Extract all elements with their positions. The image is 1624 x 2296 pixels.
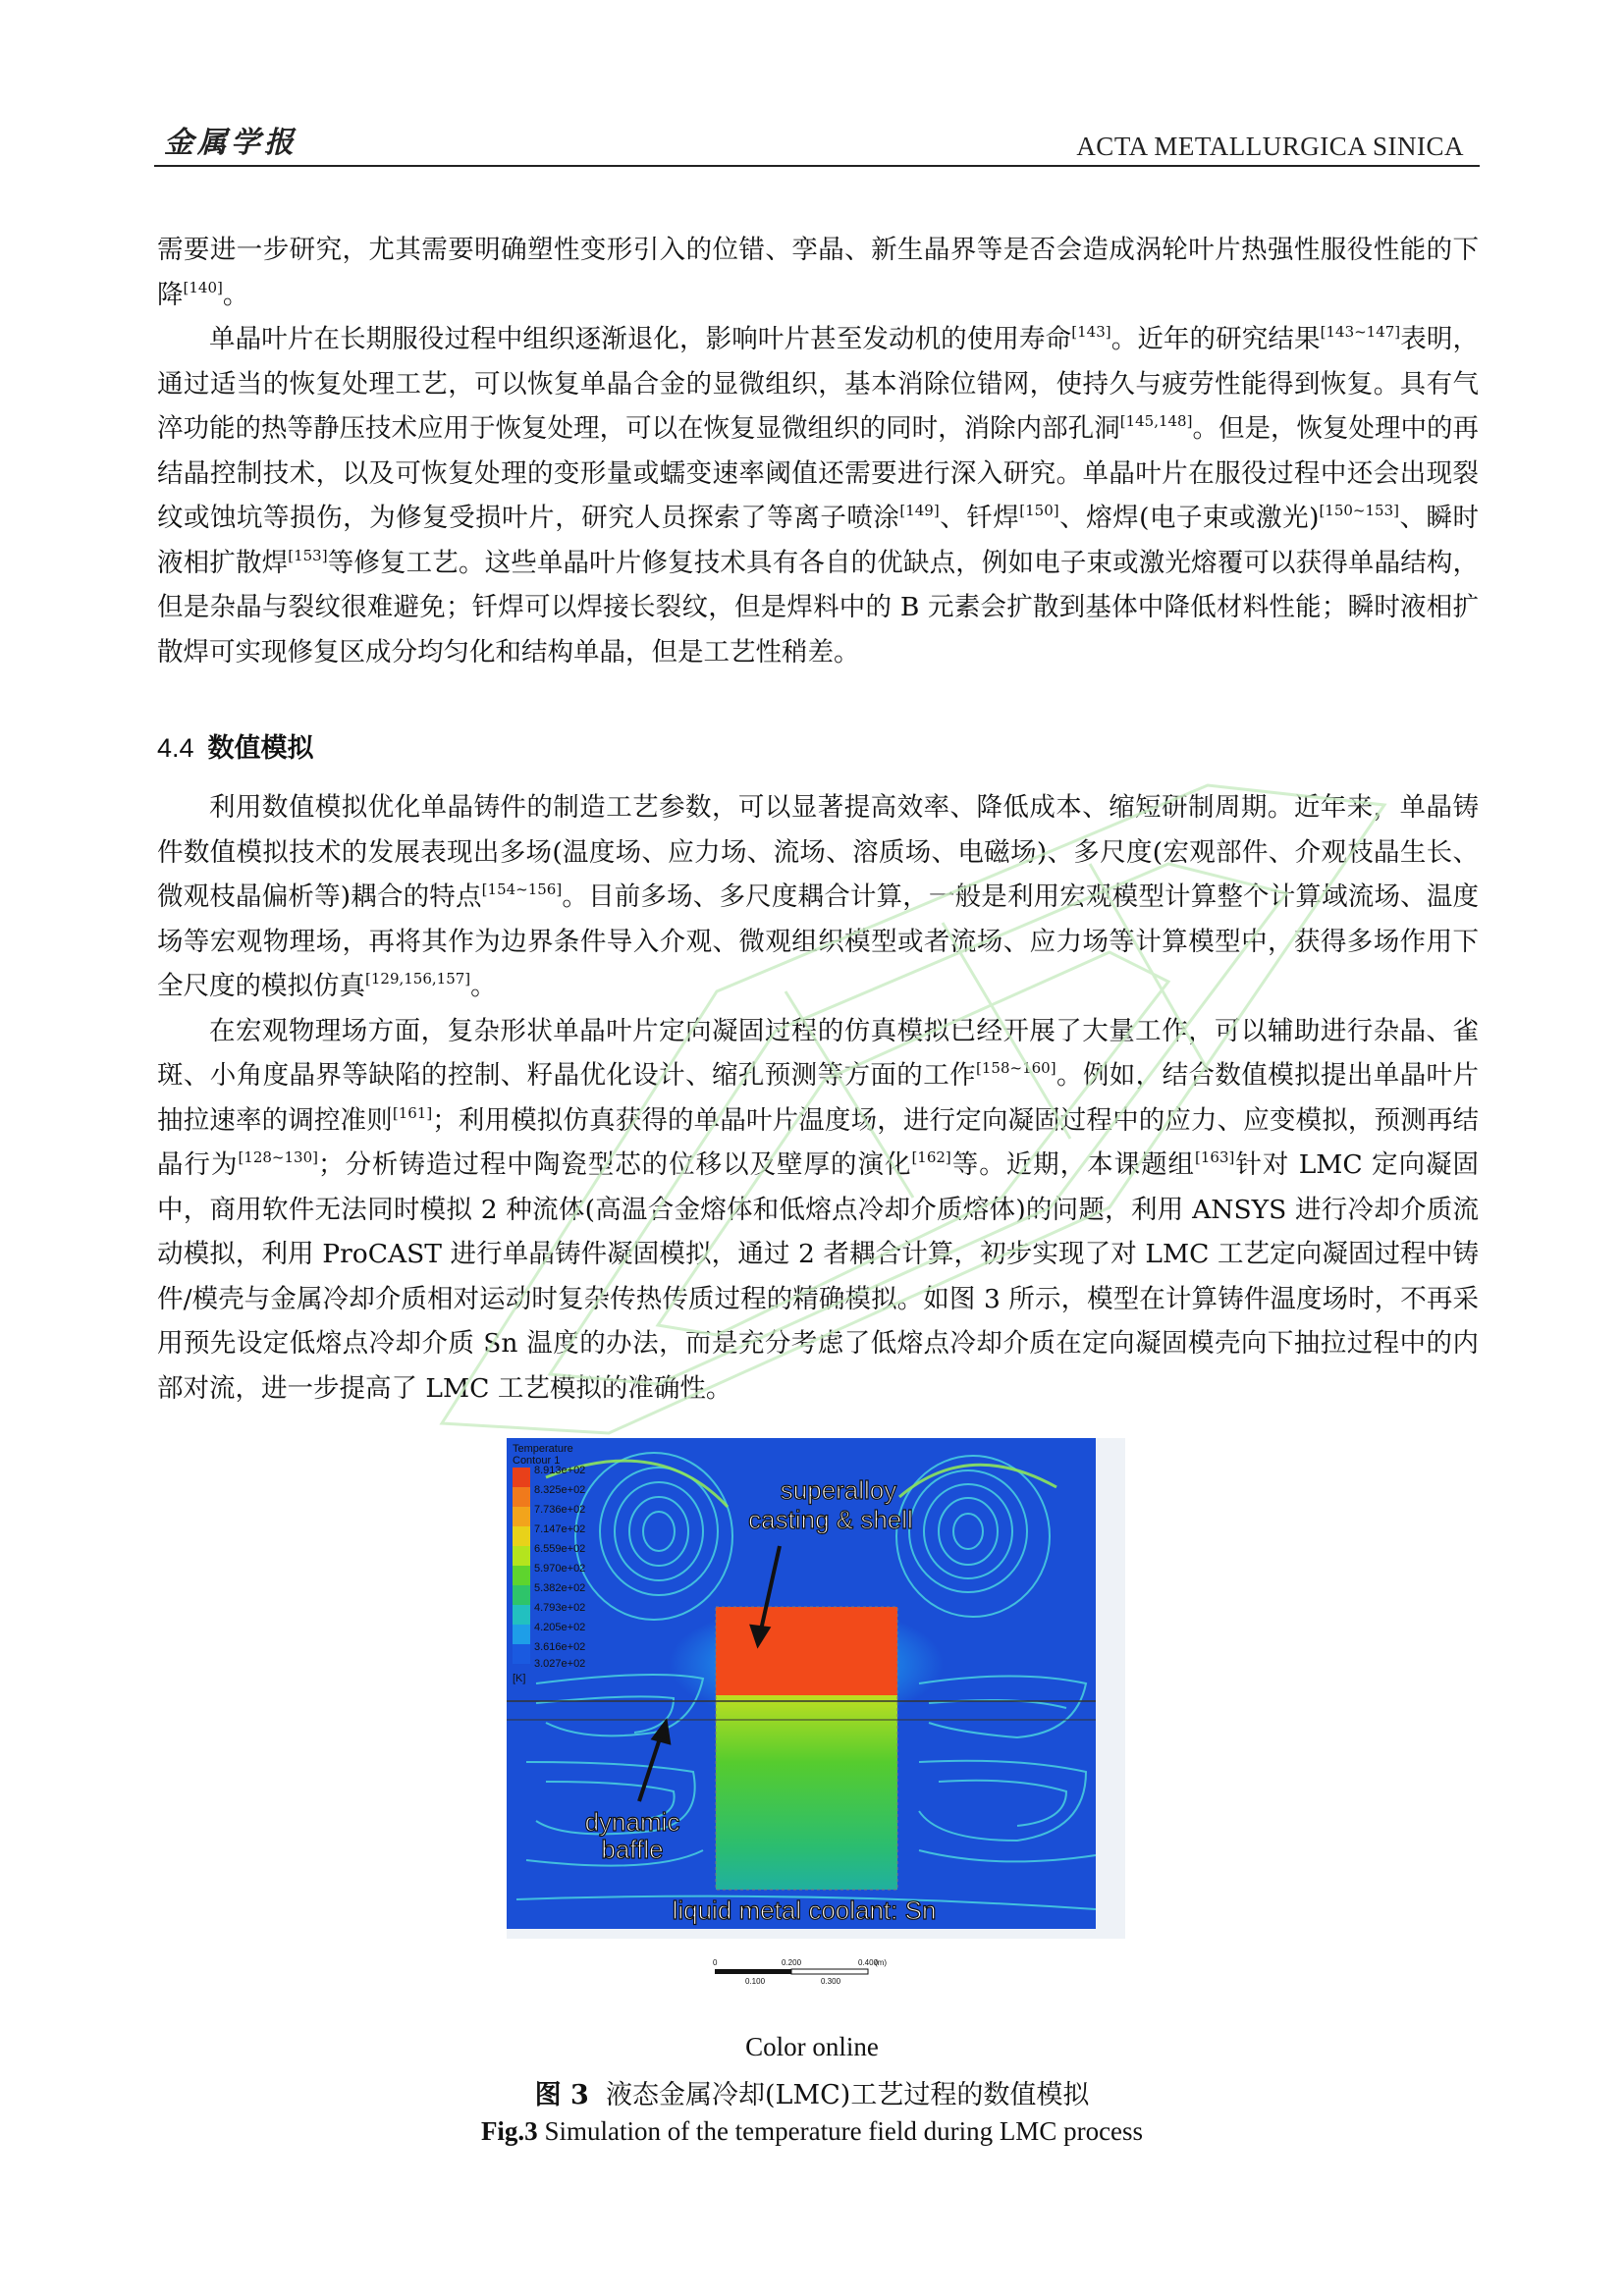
legend-value: 3.616e+02 [534,1641,586,1653]
legend-value: 5.970e+02 [534,1563,586,1575]
caption-en-text: Simulation of the temperature field during LMC process [544,2116,1144,2146]
paragraph [157,785,1479,1009]
citation: [163] [1195,1148,1235,1166]
citation: [128~130] [238,1148,318,1166]
citation: [143] [1071,323,1111,341]
citation: [150] [1019,502,1059,519]
paragraph-text: 单晶叶片在长期服役过程中组织逐渐退化，影响叶片甚至发动机的使用寿命 [209,324,1072,354]
journal-logo: 金属学报 [164,126,298,160]
section-heading [157,726,314,765]
paragraph [157,1009,1479,1412]
paragraph-text: 、钎焊 [939,503,1020,533]
caption-english [0,2116,1624,2147]
paragraph-text: 。但是，恢复处理中的再结晶控制技术，以及可恢复处理的变形量或蠕变速率阈值还需要进行深入研究。单晶叶片在服役过程中还会出现裂纹或蚀坑等损伤，为修复受损叶片，研究人员探索了等离子喷涂 [157,413,1480,533]
label-casting-2: casting & shell [748,1505,913,1534]
paragraph-text: 等。近期，本课题组 [950,1149,1196,1180]
legend-value: 8.325e+02 [534,1484,586,1496]
temperature-legend [507,1438,605,1684]
legend-value: 8.913e+02 [534,1465,586,1476]
citation: [162] [911,1148,951,1166]
journal-name: ACTA METALLURGICA SINICA [1076,132,1464,161]
caption-cn-label: 图 3 [534,2080,589,2110]
caption-cn-text: 液态金属冷却(LMC)工艺过程的数值模拟 [606,2080,1090,2110]
citation: [143~147] [1320,323,1401,341]
citation: [149] [899,502,940,519]
legend-subtitle: Contour 1 [513,1455,561,1467]
paragraph-text: 。例如，结合数值模拟提出单晶叶片抽拉速率的调控准则 [157,1060,1480,1136]
legend-value: 4.793e+02 [534,1602,586,1614]
citation: [153] [288,546,328,564]
casting-hot-zone [716,1607,897,1695]
legend-value: 7.147e+02 [534,1523,586,1535]
legend-title: Temperature [513,1443,573,1455]
legend-value: 7.736e+02 [534,1504,586,1516]
scale-label: 0.100 [745,1977,766,1986]
legend-value: 3.027e+02 [534,1658,586,1670]
paragraph-text: 、熔焊(电子束或激光) [1058,503,1320,533]
legend-value: 4.205e+02 [534,1622,586,1633]
citation: [145,148] [1119,412,1193,430]
scale-label: 0.300 [821,1977,841,1986]
section-title: 数值模拟 [207,733,314,764]
caption-en-label: Fig.3 [480,2116,538,2146]
caption-chinese [0,2073,1624,2111]
temperature-simulation-image [507,1438,1125,2022]
body-text-block-2 [157,785,1479,1411]
citation: [140] [183,278,223,296]
paragraph-text: 、瞬时液相扩散焊 [157,503,1480,578]
scale-label: (m) [875,1958,887,1967]
paragraph-text: 。 [222,279,249,310]
citation: [154~156] [481,881,563,898]
label-baffle-1: dynamic [584,1807,680,1837]
paragraph-text: 等修复工艺。这些单晶叶片修复技术具有各自的优缺点，例如电子束或激光熔覆可以获得单晶结构，但是杂晶与裂纹很难避免；钎焊可以焊接长裂纹，但是焊料中的 B 元素会扩散到基体中降低材料性能；瞬时液相扩散焊可实现修复区成分均匀化和结构单晶，但是工艺性稍差。 [157,547,1480,667]
citation: [129,156,157] [365,970,471,988]
label-coolant: liquid metal coolant: Sn [672,1896,937,1925]
label-baffle-2: baffle [601,1835,664,1864]
legend-value: 6.559e+02 [534,1543,586,1555]
body-text-block-1 [157,228,1479,674]
paragraph [157,228,1479,317]
paragraph-text: 在宏观物理场方面，复杂形状单晶叶片定向凝固过程的仿真模拟已经开展了大量工作，可以辅助进行杂晶、雀斑、小角度晶界等缺陷的控制、籽晶优化设计、缩孔预测等方面的工作 [157,1015,1479,1091]
paragraph-text: 。 [470,971,497,1001]
paragraph-text: 针对 LMC 定向凝固中，商用软件无法同时模拟 2 种流体(高温合金熔体和低熔点冷却介质熔体)的问题，利用 ANSYS 进行冷却介质流动模拟，利用 ProCAST 进行单晶铸件凝固模拟，通过 2 者耦合计算，初步实现了对 LMC 工艺定向凝固过程中铸件/模壳与金属冷却介质相对运动时复杂传热传质过程的精确模拟。如图 3 所示，模型在计算铸件温度场时，不再采用预先设定低熔点冷却介质 Sn 温度的办法，而是充分考虑了低熔点冷却介质在定向凝固模壳向下抽拉过程中的内部对流，进一步提高了 LMC 工艺模拟的准确性。 [157,1149,1480,1404]
paragraph [157,317,1479,674]
scale-label: 0 [713,1958,718,1967]
legend-unit: [K] [513,1673,526,1684]
label-casting-1: superalloy [780,1475,897,1505]
page-header [154,116,1480,167]
paragraph-text: 需要进一步研究，尤其需要明确塑性变形引入的位错、孪晶、新生晶界等是否会造成涡轮叶片热强性服役性能的下降 [157,235,1479,310]
figure-3 [507,1438,1125,2022]
paragraph-text: 表明，通过适当的恢复处理工艺，可以恢复单晶合金的显微组织，基本消除位错网，使持久与疲劳性能得到恢复。具有气淬功能的热等静压技术应用于恢复处理，可以在恢复显微组织的同时，消除内部孔洞 [157,324,1480,444]
scale-label: 0.200 [782,1958,802,1967]
paragraph-text: 。近年的研究结果 [1110,324,1321,354]
scale-label: 0.400 [858,1958,879,1967]
paragraph-text: ；利用模拟仿真获得的单晶叶片温度场，进行定向凝固过程中的应力、应变模拟，预测再结晶行为 [157,1104,1480,1180]
paragraph-text: ；分析铸造过程中陶瓷型芯的位移以及壁厚的演化 [317,1149,912,1180]
section-number: 4.4 [157,733,194,763]
paragraph-text: 利用数值模拟优化单晶铸件的制造工艺参数，可以显著提高效率、降低成本、缩短研制周期。近年来，单晶铸件数值模拟技术的发展表现出多场(温度场、应力场、流场、溶质场、电磁场)、多尺度(宏观部件、介观枝晶生长、微观枝晶偏析等)耦合的特点 [157,792,1479,912]
caption-color-online: Color online [745,2032,879,2061]
paragraph-text: 。目前多场、多尺度耦合计算，一般是利用宏观模型计算整个计算域流场、温度场等宏观物理场，再将其作为边界条件导入介观、微观组织模型或者流场、应力场等计算模型中，获得多场作用下全尺度的模拟仿真 [157,881,1479,1001]
legend-value: 5.382e+02 [534,1582,586,1594]
citation: [161] [392,1103,433,1122]
citation: [150~153] [1319,502,1399,519]
citation: [158~160] [976,1059,1056,1077]
